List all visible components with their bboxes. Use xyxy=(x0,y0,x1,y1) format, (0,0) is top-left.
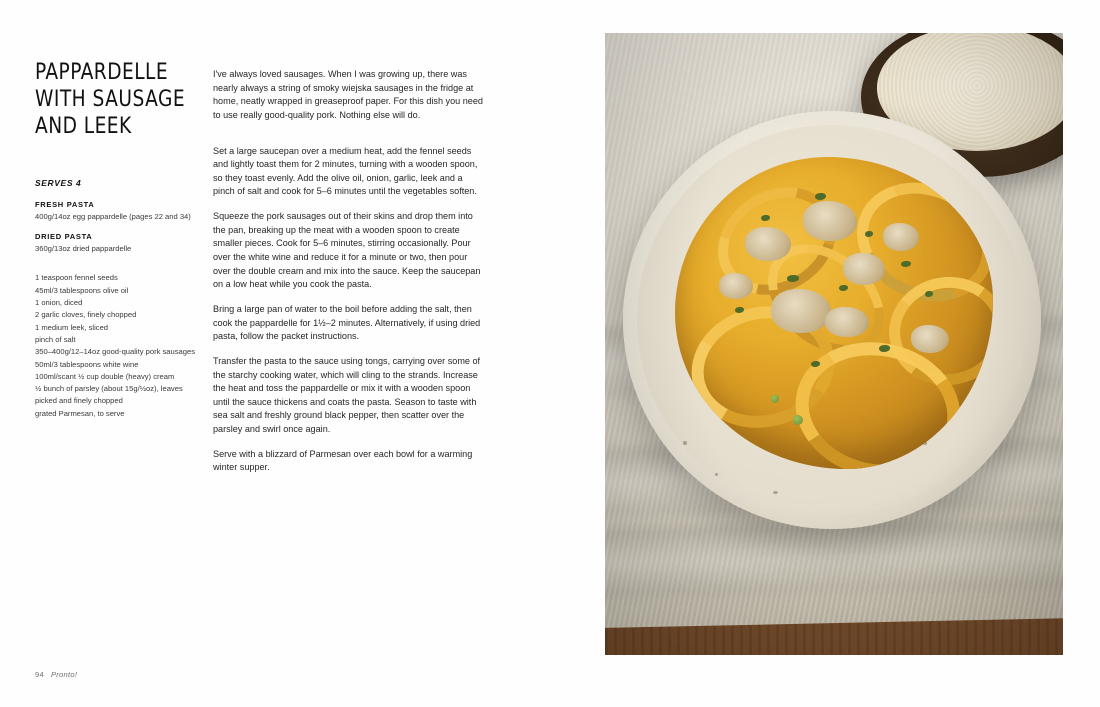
book-title: Pronto! xyxy=(50,670,78,679)
list-item: pinch of salt xyxy=(35,334,76,344)
dried-pasta-heading: DRIED PASTA xyxy=(35,232,93,242)
list-item: 50ml/3 tablespoons white wine xyxy=(35,359,139,369)
page-footer xyxy=(35,670,77,679)
method-step-5: Serve with a blizzard of Parmesan over each bowl for a warming winter supper. xyxy=(213,448,473,473)
method-step-2: Squeeze the pork sausages out of their skins and drop them into the pan, breaking up the meat with a wooden spoon to create smaller pieces. Cook for 5–6 minutes, stirring occasionally. Pour over the white wine and reduce it for a minute or two, then pour over the double cream and mix into the sauce. Keep the saucepan on a low heat while you cook the pasta. xyxy=(213,211,481,290)
list-item: 1 medium leek, sliced xyxy=(35,322,109,332)
serves-label: SERVES 4 xyxy=(35,178,82,189)
pasta-plate xyxy=(623,111,1041,529)
recipe-photo xyxy=(605,33,1063,655)
recipe-method xyxy=(213,68,485,486)
list-item: 350–400g/12–14oz good-quality pork sausages xyxy=(35,347,196,357)
list-item: grated Parmesan, to serve xyxy=(35,408,125,418)
list-item: 2 garlic cloves, finely chopped xyxy=(35,310,137,320)
method-step-3: Bring a large pan of water to the boil before adding the salt, then cook the pappardelle for 1½–2 minutes. Alternatively, if using dried pasta, follow the packet instructions. xyxy=(213,303,481,342)
method-step-4: Transfer the pasta to the sauce using tongs, carrying over some of the starchy cooking water, which will cling to the strands. Increase the heat and toss the pappardelle or mix it with a wooden spoon until the sauce thickens and coats the pasta. Season to taste with sea salt and freshly ground black pepper, then scatter over the parsley and swirl once again. xyxy=(213,355,481,435)
fresh-pasta-detail: 400g/14oz egg pappardelle (pages 22 and 34) xyxy=(35,212,191,222)
list-item: 45ml/3 tablespoons olive oil xyxy=(35,285,129,295)
fresh-pasta-heading: FRESH PASTA xyxy=(35,200,95,210)
method-step-1: Set a large saucepan over a medium heat, add the fennel seeds and lightly toast them for 2 minutes, turning with a wooden spoon, so they toast evenly. Add the olive oil, onion, garlic, leek and a pinch of salt and cook for 5–6 minutes until the vegetables soften. xyxy=(213,145,478,197)
list-item: 100ml/scant ½ cup double (heavy) cream xyxy=(35,371,175,381)
recipe-sidebar xyxy=(35,60,195,436)
intro-paragraph: I've always loved sausages. When I was growing up, there was nearly always a string of smoky wiejska sausages in the fridge at home, neatly wrapped in greaseproof paper. For this dish you need to use really good-quality pork. Nothing else will do. xyxy=(213,69,483,120)
dried-pasta-detail: 360g/13oz dried pappardelle xyxy=(35,244,132,254)
list-item: 1 onion, diced xyxy=(35,298,83,308)
list-item: ½ bunch of parsley (about 15g/½oz), leaves picked and finely chopped xyxy=(35,384,183,406)
page-title: PAPPARDELLE WITH SAUSAGE AND LEEK xyxy=(35,60,186,139)
page-number: 94 xyxy=(35,670,44,679)
ingredients-list xyxy=(35,272,195,420)
list-item: 1 teaspoon fennel seeds xyxy=(35,273,118,283)
